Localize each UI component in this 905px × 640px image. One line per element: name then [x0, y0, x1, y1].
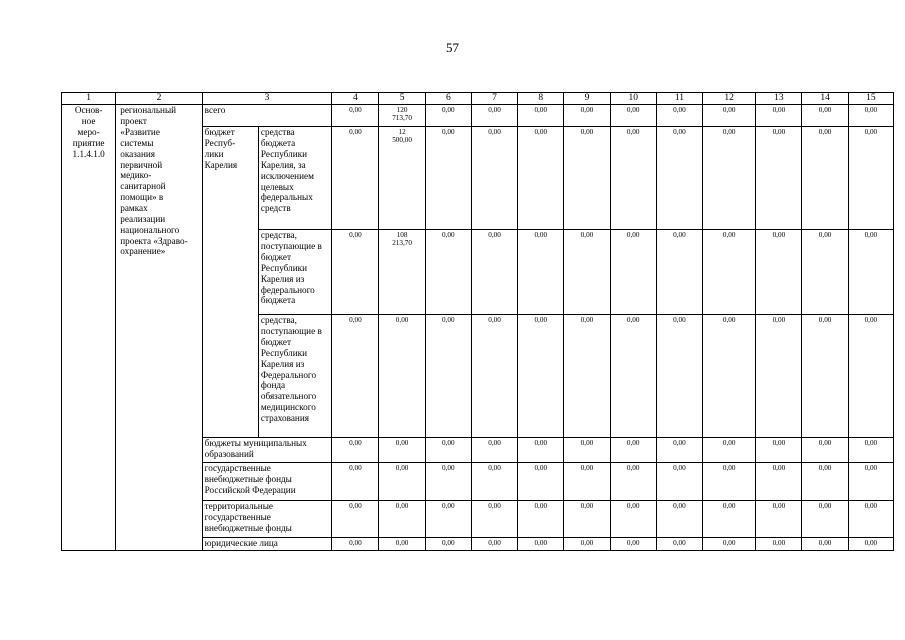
- value-cell: 0,00: [802, 438, 848, 463]
- value-cell: 0,00: [703, 538, 756, 551]
- value-cell: 0,00: [518, 438, 564, 463]
- value-cell: 0,00: [848, 230, 893, 315]
- value-cell: 0,00: [656, 105, 702, 127]
- value-cell: 0,00: [379, 501, 425, 538]
- value-cell: 0,00: [756, 463, 802, 501]
- value-cell: 0,00: [471, 105, 517, 127]
- budget-rk-label: бюджет Респуб- лики Карелия: [202, 127, 258, 438]
- value-cell: 0,00: [332, 501, 379, 538]
- column-header: 10: [610, 93, 656, 105]
- row-label: территориальные государственные внебюджетные фонды: [202, 501, 332, 538]
- value-cell: 0,00: [425, 538, 471, 551]
- value-cell: 0,00: [756, 438, 802, 463]
- value-cell: 0,00: [656, 315, 702, 438]
- value-cell: 0,00: [471, 501, 517, 538]
- value-cell: 0,00: [518, 105, 564, 127]
- value-cell: 0,00: [518, 230, 564, 315]
- value-cell: 0,00: [756, 230, 802, 315]
- value-cell: 0,00: [332, 438, 379, 463]
- value-cell: 0,00: [610, 230, 656, 315]
- page-number: 57: [446, 40, 459, 55]
- value-cell: 108 213,70: [379, 230, 425, 315]
- value-cell: 0,00: [703, 105, 756, 127]
- column-header: 9: [564, 93, 610, 105]
- value-cell: 0,00: [379, 538, 425, 551]
- value-cell: 0,00: [756, 538, 802, 551]
- table-row: [62, 105, 894, 127]
- column-header: 3: [202, 93, 332, 105]
- value-cell: 0,00: [564, 463, 610, 501]
- value-cell: 0,00: [610, 105, 656, 127]
- value-cell: 0,00: [564, 105, 610, 127]
- value-cell: 0,00: [802, 230, 848, 315]
- row-label: юридические лица: [202, 538, 332, 551]
- row-label: бюджеты муниципальных образований: [202, 438, 332, 463]
- value-cell: 0,00: [848, 501, 893, 538]
- value-cell: 0,00: [756, 105, 802, 127]
- event-code: Основ- ное меро- приятие 1.1.4.1.0: [62, 105, 116, 551]
- value-cell: 0,00: [756, 127, 802, 230]
- column-header: 15: [848, 93, 893, 105]
- value-cell: 0,00: [703, 315, 756, 438]
- value-cell: 0,00: [471, 538, 517, 551]
- value-cell: 0,00: [518, 463, 564, 501]
- value-cell: 0,00: [802, 463, 848, 501]
- value-cell: 0,00: [425, 105, 471, 127]
- column-header: 7: [471, 93, 517, 105]
- value-cell: 0,00: [610, 438, 656, 463]
- row-label: средства, поступающие в бюджет Республики Карелия из Федерального фонда обязательного медицинского страхования: [258, 315, 331, 438]
- value-cell: 0,00: [656, 538, 702, 551]
- value-cell: 0,00: [703, 501, 756, 538]
- value-cell: 0,00: [703, 230, 756, 315]
- column-header: 13: [756, 93, 802, 105]
- value-cell: 0,00: [610, 127, 656, 230]
- column-header: 5: [379, 93, 425, 105]
- value-cell: 0,00: [848, 538, 893, 551]
- value-cell: 0,00: [332, 230, 379, 315]
- value-cell: 0,00: [656, 463, 702, 501]
- row-label: средства бюджета Республики Карелия, за исключением целевых федеральных средств: [258, 127, 331, 230]
- column-header: 2: [116, 93, 202, 105]
- value-cell: 0,00: [848, 438, 893, 463]
- value-cell: 0,00: [332, 127, 379, 230]
- value-cell: 0,00: [425, 315, 471, 438]
- value-cell: 0,00: [471, 315, 517, 438]
- value-cell: 0,00: [703, 127, 756, 230]
- value-cell: 0,00: [656, 127, 702, 230]
- value-cell: 0,00: [848, 463, 893, 501]
- value-cell: 120 713,70: [379, 105, 425, 127]
- value-cell: 0,00: [802, 538, 848, 551]
- column-header: 12: [703, 93, 756, 105]
- value-cell: 0,00: [756, 501, 802, 538]
- value-cell: 0,00: [802, 105, 848, 127]
- event-name: региональный проект «Развитие системы оказания первичной медико- санитарной помощи» в рамках реализации национального проекта «Здраво- охранение»: [116, 105, 202, 551]
- value-cell: 0,00: [518, 127, 564, 230]
- value-cell: 0,00: [471, 127, 517, 230]
- value-cell: 0,00: [610, 315, 656, 438]
- value-cell: 0,00: [656, 230, 702, 315]
- value-cell: 0,00: [471, 463, 517, 501]
- value-cell: 0,00: [610, 538, 656, 551]
- value-cell: 0,00: [610, 463, 656, 501]
- value-cell: 0,00: [518, 538, 564, 551]
- value-cell: 0,00: [564, 230, 610, 315]
- value-cell: 0,00: [425, 501, 471, 538]
- column-header: 1: [62, 93, 116, 105]
- value-cell: 0,00: [518, 501, 564, 538]
- value-cell: 0,00: [379, 315, 425, 438]
- value-cell: 0,00: [656, 501, 702, 538]
- column-header: 6: [425, 93, 471, 105]
- value-cell: 0,00: [471, 230, 517, 315]
- value-cell: 0,00: [564, 127, 610, 230]
- value-cell: 0,00: [332, 105, 379, 127]
- value-cell: 0,00: [564, 538, 610, 551]
- value-cell: 0,00: [332, 315, 379, 438]
- value-cell: 0,00: [848, 315, 893, 438]
- value-cell: 0,00: [379, 463, 425, 501]
- value-cell: 12 500,00: [379, 127, 425, 230]
- value-cell: 0,00: [564, 438, 610, 463]
- value-cell: 0,00: [425, 127, 471, 230]
- value-cell: 0,00: [848, 127, 893, 230]
- value-cell: 0,00: [756, 315, 802, 438]
- column-header: 4: [332, 93, 379, 105]
- row-label: всего: [202, 105, 332, 127]
- value-cell: 0,00: [425, 463, 471, 501]
- value-cell: 0,00: [425, 230, 471, 315]
- funding-table: [61, 92, 894, 551]
- value-cell: 0,00: [332, 538, 379, 551]
- value-cell: 0,00: [471, 438, 517, 463]
- value-cell: 0,00: [656, 438, 702, 463]
- column-header: 11: [656, 93, 702, 105]
- value-cell: 0,00: [703, 438, 756, 463]
- value-cell: 0,00: [564, 501, 610, 538]
- value-cell: 0,00: [802, 127, 848, 230]
- column-header: 14: [802, 93, 848, 105]
- value-cell: 0,00: [703, 463, 756, 501]
- value-cell: 0,00: [610, 501, 656, 538]
- header-row: [62, 93, 894, 105]
- value-cell: 0,00: [332, 463, 379, 501]
- value-cell: 0,00: [425, 438, 471, 463]
- value-cell: 0,00: [564, 315, 610, 438]
- value-cell: 0,00: [802, 501, 848, 538]
- column-header: 8: [518, 93, 564, 105]
- value-cell: 0,00: [379, 438, 425, 463]
- value-cell: 0,00: [802, 315, 848, 438]
- value-cell: 0,00: [518, 315, 564, 438]
- row-label: государственные внебюджетные фонды Российской Федерации: [202, 463, 332, 501]
- row-label: средства, поступающие в бюджет Республики Карелия из федерального бюджета: [258, 230, 331, 315]
- value-cell: 0,00: [848, 105, 893, 127]
